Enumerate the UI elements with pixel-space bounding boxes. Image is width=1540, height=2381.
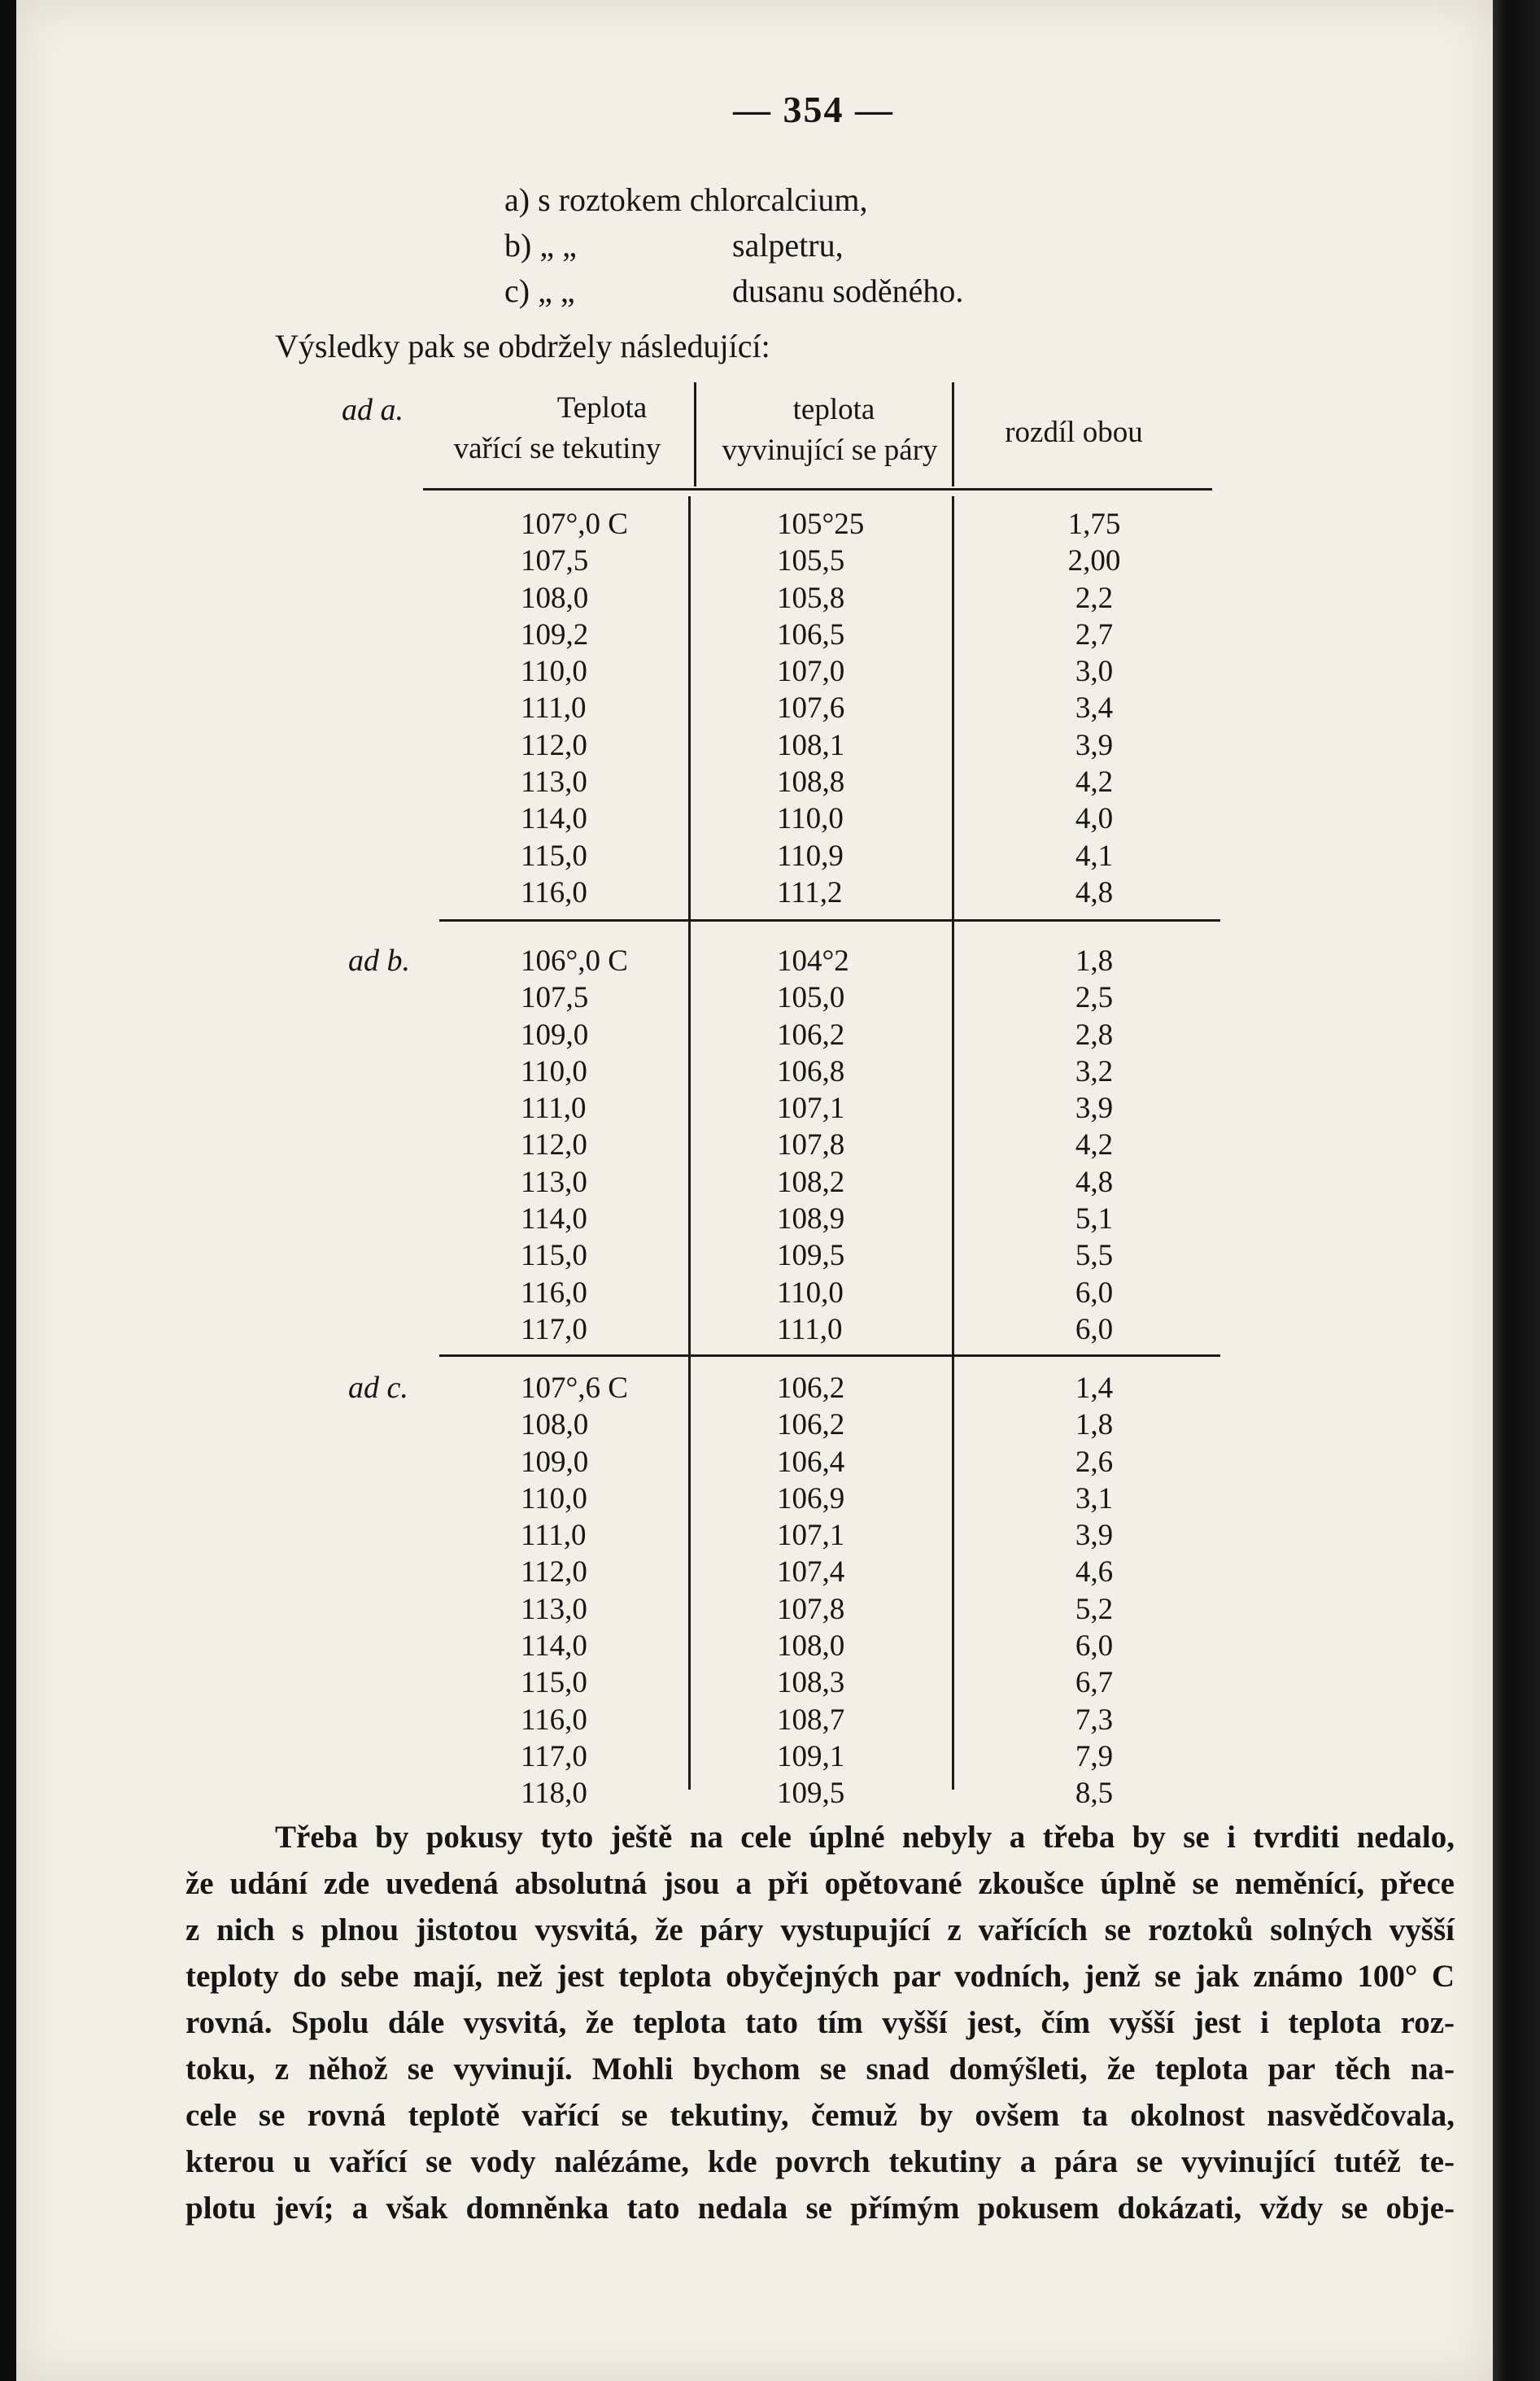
vapour-temperature-cell: 108,1	[777, 728, 845, 762]
intro-item-c-text: dusanu soděného.	[732, 273, 964, 309]
intro-item-c	[504, 268, 963, 314]
difference-cell: 4,8	[1075, 875, 1114, 909]
vapour-temperature-cell: 109,5	[777, 1239, 845, 1273]
difference-cell: 2,2	[1075, 581, 1114, 615]
vapour-temperature-cell: 107,8	[777, 1128, 845, 1162]
vapour-temperature-cell: 106,9	[777, 1481, 845, 1515]
difference-cell: 5,1	[1075, 1202, 1114, 1236]
paragraph-line: cele se rovná teplotě vařící se tekutiny, čemuž by ovšem ta okolnost nasvědčovala,	[185, 2098, 1455, 2133]
boiling-temperature-cell: 112,0	[521, 728, 587, 762]
intro-item-b	[504, 223, 963, 268]
group-c-column-boiling	[521, 1370, 716, 1812]
boiling-temperature-cell: 107°,0 C	[521, 508, 628, 541]
page-number: — 354 —	[733, 89, 894, 130]
difference-cell: 6,0	[1075, 1312, 1114, 1346]
vapour-temperature-cell: 106,4	[777, 1445, 845, 1479]
difference-cell: 2,00	[1067, 544, 1121, 578]
col3-header: rozdíl obou	[1005, 416, 1143, 449]
intro-item-a: a) s roztokem chlorcalcium,	[504, 181, 868, 218]
difference-cell: 3,9	[1075, 1519, 1114, 1553]
group-c-column-difference	[1033, 1370, 1155, 1812]
boiling-temperature-cell: 114,0	[521, 1202, 587, 1236]
header-divider-1	[694, 382, 696, 486]
difference-cell: 1,8	[1075, 1408, 1114, 1442]
boiling-temperature-cell: 114,0	[521, 802, 587, 836]
vapour-temperature-cell: 110,0	[777, 802, 844, 836]
boiling-temperature-cell: 109,2	[521, 617, 589, 652]
difference-cell: 4,8	[1075, 1165, 1114, 1199]
column-divider-2	[952, 496, 954, 1790]
difference-cell: 4,2	[1075, 1128, 1114, 1162]
boiling-temperature-cell: 111,0	[521, 691, 587, 726]
boiling-temperature-cell: 113,0	[521, 1592, 587, 1626]
boiling-temperature-cell: 107,5	[521, 981, 589, 1015]
intro-list	[504, 177, 963, 314]
difference-cell: 2,7	[1075, 617, 1114, 652]
difference-cell: 4,6	[1075, 1555, 1114, 1590]
results-heading: Výsledky pak se obdržely následující:	[275, 328, 770, 364]
boiling-temperature-cell: 108,0	[521, 1408, 589, 1442]
boiling-temperature-cell: 107°,6 C	[521, 1371, 628, 1405]
boiling-temperature-cell: 110,0	[521, 1481, 587, 1515]
difference-cell: 3,9	[1075, 1092, 1114, 1126]
intro-item-c-prefix: c) „ „	[504, 273, 575, 309]
vapour-temperature-cell: 106,5	[777, 617, 845, 652]
paragraph-line: kterou u vařící se vody nalézáme, kde povrch tekutiny a pára se vyvinující tutéž te-	[185, 2144, 1455, 2179]
difference-cell: 4,2	[1075, 765, 1114, 800]
vapour-temperature-cell: 108,3	[777, 1666, 845, 1700]
body-paragraph	[185, 1814, 1455, 2231]
difference-cell: 3,0	[1075, 655, 1114, 689]
difference-cell: 3,2	[1075, 1054, 1114, 1088]
boiling-temperature-cell: 116,0	[521, 1276, 587, 1310]
scan-edge	[1493, 0, 1540, 2381]
group-a-column-boiling	[521, 506, 716, 911]
vapour-temperature-cell: 110,9	[777, 839, 844, 873]
header-rule	[423, 488, 1212, 491]
paragraph-line: z nich s plnou jistotou vysvitá, že páry vystupující z vařících se roztoků solných vyšší	[185, 1912, 1455, 1947]
vapour-temperature-cell: 108,2	[777, 1165, 845, 1199]
paragraph-line: plotu jeví; a však domněnka tato nedala se přímým pokusem dokázati, vždy se obje-	[185, 2191, 1455, 2226]
boiling-temperature-cell: 117,0	[521, 1312, 587, 1346]
col2-header-line1: teplota	[792, 393, 875, 426]
difference-cell: 1,4	[1075, 1371, 1114, 1405]
vapour-temperature-cell: 106,2	[777, 1018, 845, 1052]
book-page	[16, 0, 1493, 2381]
vapour-temperature-cell: 111,0	[777, 1312, 843, 1346]
paragraph-line: toku, z něhož se vyvinují. Mohli bychom se snad domýšleti, že teplota par těch na-	[185, 2052, 1455, 2087]
vapour-temperature-cell: 108,0	[777, 1629, 845, 1664]
vapour-temperature-cell: 107,8	[777, 1592, 845, 1626]
difference-cell: 3,1	[1075, 1481, 1114, 1515]
boiling-temperature-cell: 111,0	[521, 1519, 587, 1553]
difference-cell: 6,0	[1075, 1276, 1114, 1310]
difference-cell: 1,8	[1075, 944, 1114, 978]
boiling-temperature-cell: 113,0	[521, 765, 587, 800]
group-a-column-vapour	[777, 506, 940, 911]
difference-cell: 2,6	[1075, 1445, 1114, 1479]
boiling-temperature-cell: 118,0	[521, 1777, 587, 1811]
boiling-temperature-cell: 107,5	[521, 544, 589, 578]
difference-cell: 6,7	[1075, 1666, 1114, 1700]
header-divider-2	[952, 382, 954, 486]
difference-cell: 3,4	[1075, 691, 1114, 726]
boiling-temperature-cell: 115,0	[521, 839, 587, 873]
paragraph-line: že udání zde uvedená absolutná jsou a při opětované zkoušce úplně se neměnící, přece	[185, 1866, 1455, 1901]
vapour-temperature-cell: 108,8	[777, 765, 845, 800]
vapour-temperature-cell: 105,5	[777, 544, 845, 578]
difference-cell: 2,8	[1075, 1018, 1114, 1052]
boiling-temperature-cell: 109,0	[521, 1018, 589, 1052]
difference-cell: 6,0	[1075, 1629, 1114, 1664]
vapour-temperature-cell: 105,8	[777, 581, 845, 615]
boiling-temperature-cell: 106°,0 C	[521, 944, 628, 978]
boiling-temperature-cell: 117,0	[521, 1739, 587, 1773]
vapour-temperature-cell: 106,2	[777, 1408, 845, 1442]
vapour-temperature-cell: 109,1	[777, 1739, 845, 1773]
difference-cell: 3,9	[1075, 728, 1114, 762]
difference-cell: 7,3	[1075, 1703, 1114, 1737]
vapour-temperature-cell: 110,0	[777, 1276, 844, 1310]
vapour-temperature-cell: 107,1	[777, 1519, 845, 1553]
group-label-c: ad c.	[348, 1371, 408, 1405]
group-label-b: ad b.	[348, 944, 410, 978]
vapour-temperature-cell: 111,2	[777, 875, 843, 909]
group-c-column-vapour	[777, 1370, 940, 1812]
vapour-temperature-cell: 108,9	[777, 1202, 845, 1236]
boiling-temperature-cell: 112,0	[521, 1555, 587, 1590]
vapour-temperature-cell: 109,5	[777, 1777, 845, 1811]
group-b-column-boiling	[521, 943, 716, 1348]
boiling-temperature-cell: 113,0	[521, 1165, 587, 1199]
difference-cell: 2,5	[1075, 981, 1114, 1015]
col1-header-line2: vařící se tekutiny	[453, 432, 661, 465]
boiling-temperature-cell: 116,0	[521, 875, 587, 909]
boiling-temperature-cell: 110,0	[521, 1054, 587, 1088]
boiling-temperature-cell: 114,0	[521, 1629, 587, 1664]
vapour-temperature-cell: 104°2	[777, 944, 849, 978]
boiling-temperature-cell: 116,0	[521, 1703, 587, 1737]
group-label-a: ad a.	[342, 393, 404, 427]
group-rule-c	[439, 1354, 1220, 1357]
vapour-temperature-cell: 107,0	[777, 655, 845, 689]
paragraph-line: Třeba by pokusy tyto ještě na cele úplné nebyly a třeba by se i tvrditi nedalo,	[275, 1820, 1455, 1855]
difference-cell: 5,5	[1075, 1239, 1114, 1273]
group-b-column-vapour	[777, 943, 940, 1348]
boiling-temperature-cell: 115,0	[521, 1239, 587, 1273]
difference-cell: 5,2	[1075, 1592, 1114, 1626]
group-b-column-difference	[1033, 943, 1155, 1348]
paragraph-line: rovná. Spolu dále vysvitá, že teplota tato tím vyšší jest, čím vyšší jest i teplota roz-	[185, 2005, 1455, 2040]
vapour-temperature-cell: 107,1	[777, 1092, 845, 1126]
vapour-temperature-cell: 107,4	[777, 1555, 845, 1590]
group-rule-b	[439, 919, 1220, 922]
difference-cell: 1,75	[1067, 508, 1121, 541]
vapour-temperature-cell: 105°25	[777, 508, 865, 541]
difference-cell: 4,0	[1075, 802, 1114, 836]
boiling-temperature-cell: 110,0	[521, 655, 587, 689]
group-a-column-difference	[1033, 506, 1155, 911]
difference-cell: 8,5	[1075, 1777, 1114, 1811]
intro-item-b-text: salpetru,	[732, 227, 844, 264]
difference-cell: 4,1	[1075, 839, 1114, 873]
difference-cell: 7,9	[1075, 1739, 1114, 1773]
vapour-temperature-cell: 108,7	[777, 1703, 845, 1737]
intro-item-b-prefix: b) „ „	[504, 227, 577, 264]
col1-header-line1: Teplota	[556, 391, 648, 425]
boiling-temperature-cell: 115,0	[521, 1666, 587, 1700]
boiling-temperature-cell: 111,0	[521, 1092, 587, 1126]
vapour-temperature-cell: 106,2	[777, 1371, 845, 1405]
boiling-temperature-cell: 112,0	[521, 1128, 587, 1162]
vapour-temperature-cell: 105,0	[777, 981, 845, 1015]
boiling-temperature-cell: 108,0	[521, 581, 589, 615]
vapour-temperature-cell: 106,8	[777, 1054, 845, 1088]
vapour-temperature-cell: 107,6	[777, 691, 845, 726]
paragraph-line: teploty do sebe mají, než jest teplota obyčejných par vodních, jenž se jak známo 100° C	[185, 1959, 1455, 1994]
boiling-temperature-cell: 109,0	[521, 1445, 589, 1479]
col2-header-line2: vyvinující se páry	[722, 434, 938, 467]
